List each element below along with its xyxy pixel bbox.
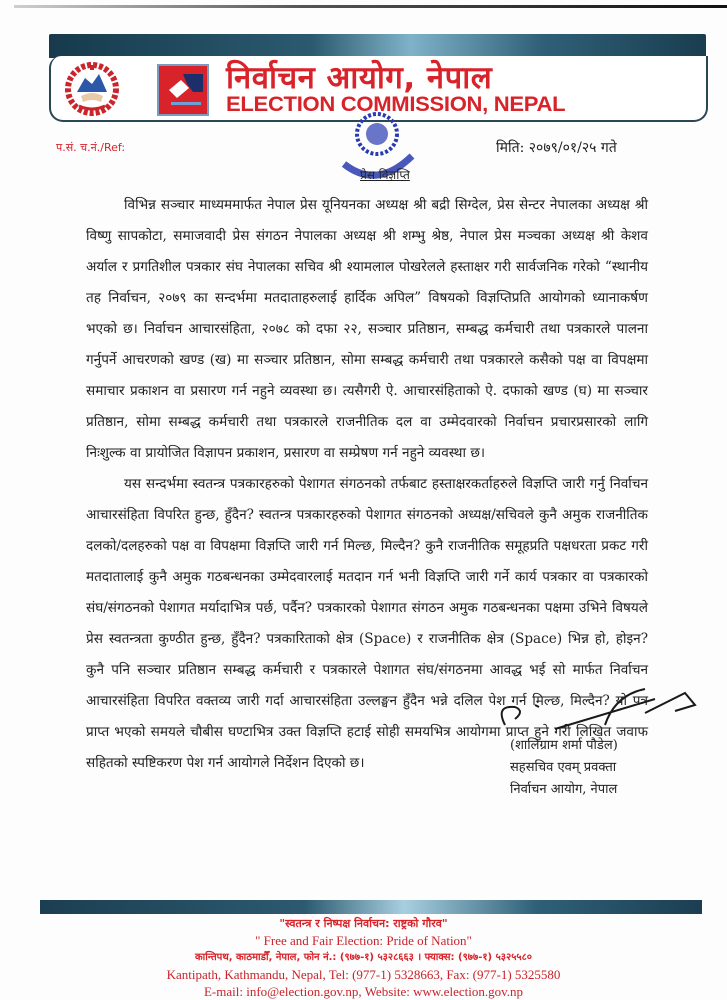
signatory-block — [510, 735, 618, 801]
press-release-heading: प्रेस विज्ञप्ति — [360, 168, 410, 182]
footer-slogan-english: " Free and Fair Election: Pride of Nation" — [255, 933, 472, 948]
signatory-office: निर्वाचन आयोग, नेपाल — [510, 782, 618, 797]
signatory-name: (शालिग्राम शर्मा पौडेल) — [510, 738, 618, 753]
footer-address-english: Kantipath, Kathmandu, Nepal, Tel: (977-1) 5328663, Fax: (977-1) 5325580 — [166, 967, 561, 982]
body-paragraph: विभिन्न सञ्चार माध्यममार्फत नेपाल प्रेस यूनियनका अध्यक्ष श्री बद्री सिग्देल, प्रेस सेन्टर नेपालका अध्यक्ष श्री विष्णु सापकोटा, समाजवादी प्रेस संगठन नेपालका अध्यक्ष श्री शम्भु श्रेष्ठ, नेपाल प्रेस मञ्चका अध्यक्ष श्री केशव अर्याल र प्रगतिशील पत्रकार संघ नेपालका सचिव श्री श्यामलाल पोखरेलले हस्ताक्षर गरी सार्वजनिक गरेको “स्थानीय तह निर्वाचन, २०७९ का सन्दर्भमा मतदाताहरुलाई हार्दिक अपिल” विषयको विज्ञप्तिप्रति आयोगको ध्यानाकर्षण भएको छ। निर्वाचन आचारसंहिता, २०७८ को दफा २२, सञ्चार प्रतिष्ठान, सम्बद्ध कर्मचारी तथा पत्रकारले पालना गर्नुपर्ने आचरणको खण्ड (ख) मा सञ्चार प्रतिष्ठान, सोमा सम्बद्ध कर्मचारी तथा पत्रकारले कसैको पक्ष वा विपक्षमा समाचार प्रकाशन वा प्रसारण गर्न नहुने व्यवस्था छ। त्यसैगरी ऐ. आचारसंहिताको ऐ. दफाको खण्ड (घ) मा सञ्चार प्रतिष्ठान, सोमा सम्बद्ध कर्मचारी तथा पत्रकारले राजनीतिक दल वा उम्मेदवारको निर्वाचन प्रचारप्रसारको लागि निःशुल्क वा प्रायोजित विज्ञापन प्रकाशन, प्रसारण वा सम्प्रेषण गर्न नहुने व्यवस्था छ। — [86, 197, 648, 461]
reference-number-label: प.सं. च.नं./Ref: — [56, 141, 126, 154]
signature-icon — [495, 685, 705, 735]
letter-date: मिति: २०७९/०१/२५ गते — [496, 140, 617, 156]
footer-slogan-nepali: "स्वतन्त्र र निष्पक्ष निर्वाचन: राष्ट्रको गौरव" — [279, 917, 448, 930]
organization-title-nepali: निर्वाचन आयोग, नेपाल — [226, 60, 493, 96]
organization-title-english: ELECTION COMMISSION, NEPAL — [226, 93, 566, 116]
nepal-emblem-icon — [65, 62, 119, 116]
top-rule — [14, 5, 727, 8]
ballot-hand-icon — [159, 66, 207, 114]
election-commission-logo — [157, 64, 209, 116]
footer — [0, 915, 727, 1000]
footer-band — [40, 900, 702, 914]
letterhead-band — [49, 34, 706, 58]
footer-contact: E-mail: info@election.gov.np, Website: www.election.gov.np — [203, 984, 523, 999]
signatory-designation: सहसचिव एवम् प्रवक्ता — [510, 760, 617, 775]
footer-address-nepali: कान्तिपथ, काठमाडौँ, नेपाल, फोन नं.: (९७७-१) ५३२८६६३ । फ्याक्स: (९७७-१) ५३२५५८० — [195, 952, 532, 963]
body-paragraph: यस सन्दर्भमा स्वतन्त्र पत्रकारहरुको पेशागत संगठनको तर्फबाट हस्ताक्षरकर्ताहरुले विज्ञप्ति जारी गर्नु निर्वाचन आचारसंहिता विपरित हुन्छ, हुँदैन? स्वतन्त्र पत्रकारहरुको पेशागत संगठनको अध्यक्ष/सचिवले कुनै अमुक राजनीतिक दलको/दलहरुको पक्ष वा विपक्षमा विज्ञप्ति जारी गर्न मिल्छ, मिल्दैन? कुनै राजनीतिक समूहप्रति पक्षधरता प्रकट गरी मतदातालाई कुनै अमुक गठबन्धनका उम्मेदवारलाई मतदान गर्न भनी विज्ञप्ति जारी गर्ने कार्य पत्रकार वा पत्रकारको संघ/संगठनको पेशागत मर्यादाभित्र पर्छ, पर्दैन? पत्रकारको पेशागत संगठन अमुक गठबन्धनका पक्षमा उभिने विषयले प्रेस स्वतन्त्रता कुण्ठीत हुन्छ, हुँदैन? पत्रकारिताको क्षेत्र (Space) र राजनीतिक क्षेत्र (Space) भिन्न हो, होइन? कुनै पनि सञ्चार प्रतिष्ठान सम्बद्ध कर्मचारी र पत्रकारले पेशागत संघ/संगठनमा आवद्ध भई सो मार्फत निर्वाचन आचारसंहिता विपरित वक्तव्य जारी गर्दा आचारसंहिता उल्लङ्घन हुँदैन भन्ने दलिल पेश गर्न मिल्छ, मिल्दैन? यो पत्र प्राप्त भएको समयले चौबीस घण्टाभित्र उक्त विज्ञप्ति हटाई सोही समयभित्र आयोगमा प्राप्त हुने गरी लिखित जवाफ सहितको स्पष्टिकरण पेश गर्न आयोगले निर्देशन दिएको छ। — [86, 476, 648, 771]
